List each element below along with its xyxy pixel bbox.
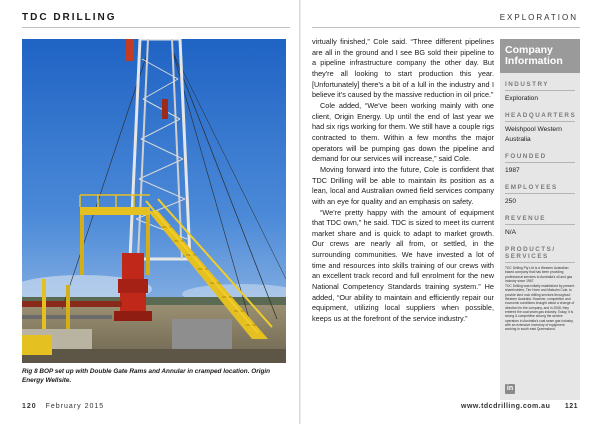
headquarters-value: Welshpool Western Australia bbox=[505, 126, 562, 143]
founded-label: FOUNDED bbox=[505, 153, 547, 160]
linkedin-icon[interactable]: in bbox=[506, 385, 514, 392]
header-rule-right bbox=[312, 27, 580, 28]
article-paragraph: Cole added, “We've been working mainly with one client, Origin Energy. Up until the end of last year we had six rigs working for them. We still have a couple rigs contracted to them. Within a few months the major operators will be pumping gas down the pipeline and demand for our services will increase,” said Cole. bbox=[312, 100, 494, 164]
right-folio bbox=[461, 403, 578, 410]
divider bbox=[505, 262, 575, 263]
brand-header: TDC DRILLING bbox=[22, 12, 117, 23]
founded-value: 1987 bbox=[505, 167, 520, 174]
divider bbox=[505, 162, 575, 163]
products-description bbox=[505, 266, 575, 331]
employees-value: 250 bbox=[505, 198, 517, 205]
article-body bbox=[312, 37, 494, 325]
left-folio bbox=[22, 403, 104, 410]
sidebar-title bbox=[500, 39, 580, 73]
revenue-value: N/A bbox=[505, 229, 516, 236]
divider bbox=[505, 121, 575, 122]
article-paragraph: virtually finished,” Cole said. “Three different pipelines are all in the ground and I see BG sold their pipeline to a pipeline infrastructure company the other day. But they're all looking to start production this year. [Unfortunately] there's a bit of a lull in the industry and I believe it's caused by the massive reduction in oil price.” bbox=[312, 37, 494, 100]
right-page-number: 121 bbox=[564, 403, 578, 410]
sidebar-title-line1: Company bbox=[505, 44, 553, 56]
website-link[interactable]: www.tdcdrilling.com.au bbox=[461, 403, 551, 410]
products-text: TDC Drilling Pty Ltd is a Western Australian based company that has been providing professional services to Australia's oil and gas industry since 1987. bbox=[505, 266, 573, 283]
company-info-sidebar bbox=[500, 39, 580, 400]
employees-label: EMPLOYEES bbox=[505, 184, 558, 191]
sidebar-title-line2: Information bbox=[505, 55, 563, 67]
drilling-rig-photo bbox=[22, 39, 286, 363]
industry-label: INDUSTRY bbox=[505, 81, 549, 88]
header-rule-left bbox=[22, 27, 290, 28]
divider bbox=[505, 224, 575, 225]
revenue-label: REVENUE bbox=[505, 215, 546, 222]
section-header: EXPLORATION bbox=[499, 13, 578, 22]
headquarters-label: HEADQUARTERS bbox=[505, 112, 577, 119]
divider bbox=[505, 90, 575, 91]
page-gutter bbox=[299, 0, 301, 424]
left-page-number: 120 bbox=[22, 403, 37, 410]
article-paragraph: Moving forward into the future, Cole is confident that TDC Drilling will be able to maintain its position as a lean, local and Australian owned field services company with an eye for quality and an emphasis on safety. bbox=[312, 164, 494, 206]
divider bbox=[505, 193, 575, 194]
issue-date: February 2015 bbox=[45, 403, 105, 410]
photo-caption: Rig 8 BOP set up with Double Gate Rams and Annular in cramped location. Origin Energy Wellsite. bbox=[22, 368, 271, 384]
article-paragraph: “We're pretty happy with the amount of equipment that TDC own,” he said. TDC is sized to meet its current market share and is quick to adapt to market growth. Our crews are nearly all from, or settled, in the surrounding communities. We have invested a lot of time and resources into skills training of our crews with an excellent track record and full enrolment for the new National Competency Standards training system.” He added, “Our ability to maintain and efficiently repair our equipment, utilizing local suppliers when possible, keeps us at the forefront of the service industry.” bbox=[312, 207, 494, 324]
products-text: TDC Drilling was initially established by present shareholders, Tim Hone and Malcolm Cole, to provide land rock drilling services throughout Western Australia. However, competition and economic conditions brought about a change of direction for the company, and in 2008, they entered the coal seam gas industry. Today, it is strong & competitive among the service operators in Australia's coal seam gas industry, with an extensive inventory of equipment working in south east Queensland. bbox=[505, 284, 575, 332]
industry-value: Exploration bbox=[505, 95, 538, 102]
products-label: PRODUCTS/ SERVICES bbox=[505, 246, 556, 260]
